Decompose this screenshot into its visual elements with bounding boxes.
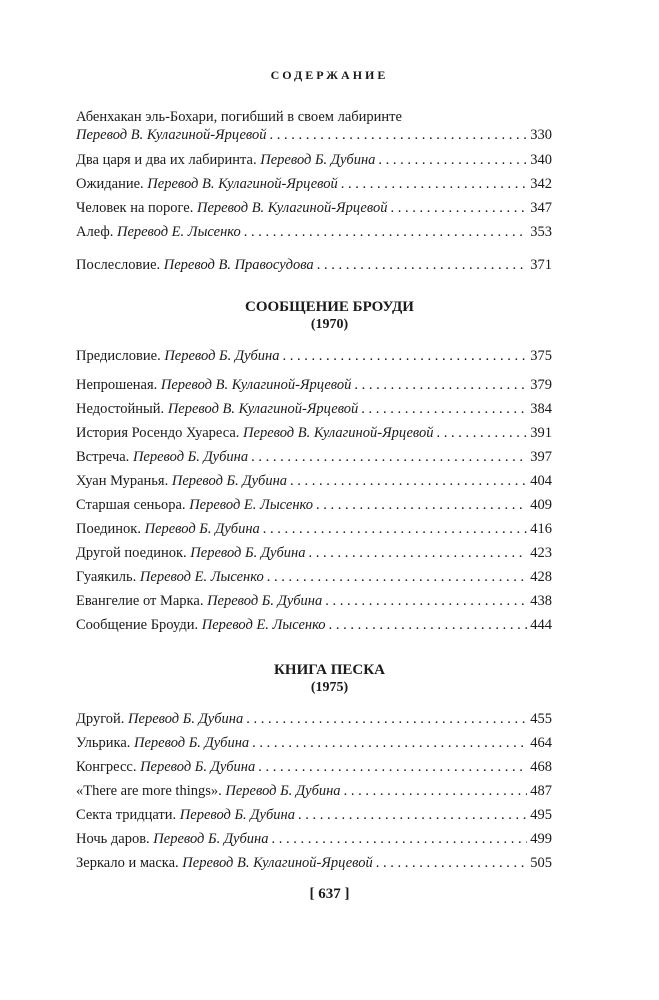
dot-leader: [317, 256, 527, 274]
dot-leader: [390, 199, 527, 217]
toc-entry: [76, 223, 552, 241]
dot-leader: [290, 472, 527, 490]
toc-entry: [76, 710, 552, 728]
toc-entry-title: Хуан Муранья.: [76, 473, 169, 489]
toc-entry-title: Предисловие.: [76, 348, 161, 364]
toc-entry: [76, 376, 552, 394]
dot-leader: [267, 568, 527, 586]
toc-entry-page: 379: [530, 377, 552, 393]
toc-entry-translator: Перевод Б. Дубина: [153, 831, 269, 847]
toc-entry-translator: Перевод Б. Дубина: [190, 545, 306, 561]
toc-entry: [76, 256, 552, 274]
dot-leader: [376, 854, 527, 872]
toc-entry-page: 499: [530, 831, 552, 847]
toc-entry: [76, 830, 552, 848]
toc-entry: [76, 347, 552, 365]
toc-entry-title: Секта тридцати.: [76, 807, 177, 823]
section-year: (1970): [310, 317, 349, 332]
toc-entry-translator: Перевод В. Кулагиной-Ярцевой: [196, 200, 388, 216]
toc-entry-title: Алеф.: [76, 224, 114, 240]
toc-entry-page: 404: [530, 473, 552, 489]
dot-leader: [325, 592, 527, 610]
toc-entry-title: Послесловие.: [76, 257, 161, 273]
toc-entry: [76, 616, 552, 634]
toc-entry: [76, 734, 552, 752]
toc-entry-translator: Перевод Б. Дубина: [164, 348, 280, 364]
toc-entry-title: Другой поединок.: [76, 545, 187, 561]
page-number: [ 637 ]: [309, 886, 350, 902]
toc-entry-translator: Перевод Б. Дубина: [260, 152, 376, 168]
dot-leader: [354, 376, 527, 394]
toc-entry-page: 330: [530, 127, 552, 143]
toc-entry-title: Старшая сеньора.: [76, 497, 186, 513]
dot-leader: [252, 734, 527, 752]
toc-entry-page: 375: [530, 348, 552, 364]
toc-entry-title-line: Абенхакан эль-Бохари, погибший в своем лабиринте: [76, 109, 402, 125]
toc-entry-translator: Перевод Е. Лысенко: [116, 224, 241, 240]
toc-entry-translator: Перевод В. Кулагиной-Ярцевой: [182, 855, 373, 871]
toc-entry-title: Человек на пороге.: [76, 200, 194, 216]
toc-entry-page: 444: [530, 617, 552, 633]
toc-entry-translator: Перевод В. Кулагиной-Ярцевой: [167, 401, 359, 417]
toc-entry-translator: Перевод Е. Лысенко: [139, 569, 264, 585]
dot-leader: [298, 806, 527, 824]
toc-entry-page: 340: [530, 152, 552, 168]
section-title: КНИГА ПЕСКА: [274, 662, 385, 678]
dot-leader: [251, 448, 527, 466]
dot-leader: [244, 223, 527, 241]
toc-entry-title: История Росендо Хуареса.: [76, 425, 240, 441]
toc-entry-page: 495: [530, 807, 552, 823]
toc-entry-page: 505: [530, 855, 552, 871]
toc-entry-page: 342: [530, 176, 552, 192]
dot-leader: [344, 782, 527, 800]
toc-entry: [76, 568, 552, 586]
toc-entry-translator: Перевод В. Кулагиной-Ярцевой: [147, 176, 338, 192]
toc-entry: [76, 151, 552, 169]
toc-entry: [76, 592, 552, 610]
toc-entry: [76, 126, 552, 144]
toc-entry-page: 428: [530, 569, 552, 585]
toc-entry-title: Ожидание.: [76, 176, 144, 192]
dot-leader: [263, 520, 527, 538]
toc-entry-page: 455: [530, 711, 552, 727]
toc-entry-translator: Перевод Б. Дубина: [132, 449, 249, 465]
section-year: (1975): [310, 680, 349, 695]
toc-entry-translator: Перевод Б. Дубина: [140, 759, 256, 775]
toc-entry: [76, 544, 552, 562]
toc-entry-title: Поединок.: [76, 521, 141, 537]
toc-entry-title: Встреча.: [76, 449, 130, 465]
toc-entry: [76, 472, 552, 490]
toc-entry-title: Ночь даров.: [76, 831, 150, 847]
toc-entry-page: 391: [530, 425, 552, 441]
dot-leader: [283, 347, 528, 365]
toc-entry-page: 487: [530, 783, 552, 799]
toc-entry-translator: Перевод Б. Дубина: [225, 783, 341, 799]
toc-entry-translator: Перевод Б. Дубина: [144, 521, 260, 537]
toc-entry: [76, 854, 552, 872]
toc-entry-translator: Перевод Б. Дубина: [179, 807, 295, 823]
toc-entry-translator: Перевод Б. Дубина: [207, 593, 323, 609]
toc-entry-page: 347: [530, 200, 552, 216]
toc-entry: [76, 448, 552, 466]
toc-entry-page: 371: [530, 257, 552, 273]
toc-entry-page: 384: [530, 401, 552, 417]
dot-leader: [258, 758, 527, 776]
toc-entry-title: Конгресс.: [76, 759, 137, 775]
dot-leader: [308, 544, 527, 562]
toc-entry-page: 416: [530, 521, 552, 537]
toc-entry-page: 353: [530, 224, 552, 240]
toc-entry: [76, 782, 552, 800]
toc-entry: [76, 520, 552, 538]
toc-entry-title: Гуаякиль.: [76, 569, 137, 585]
dot-leader: [269, 126, 527, 144]
toc-entry-translator: Перевод Е. Лысенко: [201, 617, 326, 633]
running-head: СОДЕРЖАНИЕ: [270, 68, 389, 82]
dot-leader: [329, 616, 527, 634]
toc-entry-translator: Перевод Б. Дубина: [171, 473, 288, 489]
toc-entry-title: Ульрика.: [76, 735, 131, 751]
toc-entry-title: Евангелие от Марка.: [76, 593, 204, 609]
toc-entry: [76, 199, 552, 217]
toc-entry-title: Непрошеная.: [76, 377, 158, 393]
toc-entry-page: 464: [530, 735, 552, 751]
toc-entry-title: Сообщение Броуди.: [76, 617, 199, 633]
toc-entry: [76, 400, 552, 418]
dot-leader: [361, 400, 527, 418]
toc-entry: [76, 806, 552, 824]
toc-entry-translator: Перевод В. Правосудова: [163, 257, 314, 273]
toc-entry-page: 423: [530, 545, 552, 561]
toc-entry: [76, 175, 552, 193]
toc-entry-title: Другой.: [76, 711, 125, 727]
toc-entry: [76, 424, 552, 442]
dot-leader: [378, 151, 527, 169]
toc-entry-translator: Перевод Е. Лысенко: [189, 497, 314, 513]
toc-entry: [76, 758, 552, 776]
dot-leader: [246, 710, 527, 728]
dot-leader: [437, 424, 527, 442]
toc-entry-title: Два царя и два их лабиринта.: [76, 152, 257, 168]
toc-entry-translator: Перевод Б. Дубина: [128, 711, 244, 727]
toc-entry-translator: Перевод Б. Дубина: [134, 735, 250, 751]
toc-entry-translator: Перевод В. Кулагиной-Ярцевой: [243, 425, 434, 441]
toc-entry-page: 397: [530, 449, 552, 465]
dot-leader: [271, 830, 527, 848]
toc-entry-title: Недостойный.: [76, 401, 165, 417]
section-title: СООБЩЕНИЕ БРОУДИ: [245, 299, 414, 315]
toc-entry-translator: Перевод В. Кулагиной-Ярцевой: [76, 127, 267, 143]
toc-entry-page: 468: [530, 759, 552, 775]
toc-entry-page: 409: [530, 497, 552, 513]
toc-entry-title: Зеркало и маска.: [76, 855, 179, 871]
toc-entry-page: 438: [530, 593, 552, 609]
dot-leader: [316, 496, 527, 514]
toc-entry: [76, 496, 552, 514]
toc-entry-translator: Перевод В. Кулагиной-Ярцевой: [160, 377, 352, 393]
dot-leader: [341, 175, 527, 193]
toc-entry-title: «There are more things».: [76, 783, 222, 799]
